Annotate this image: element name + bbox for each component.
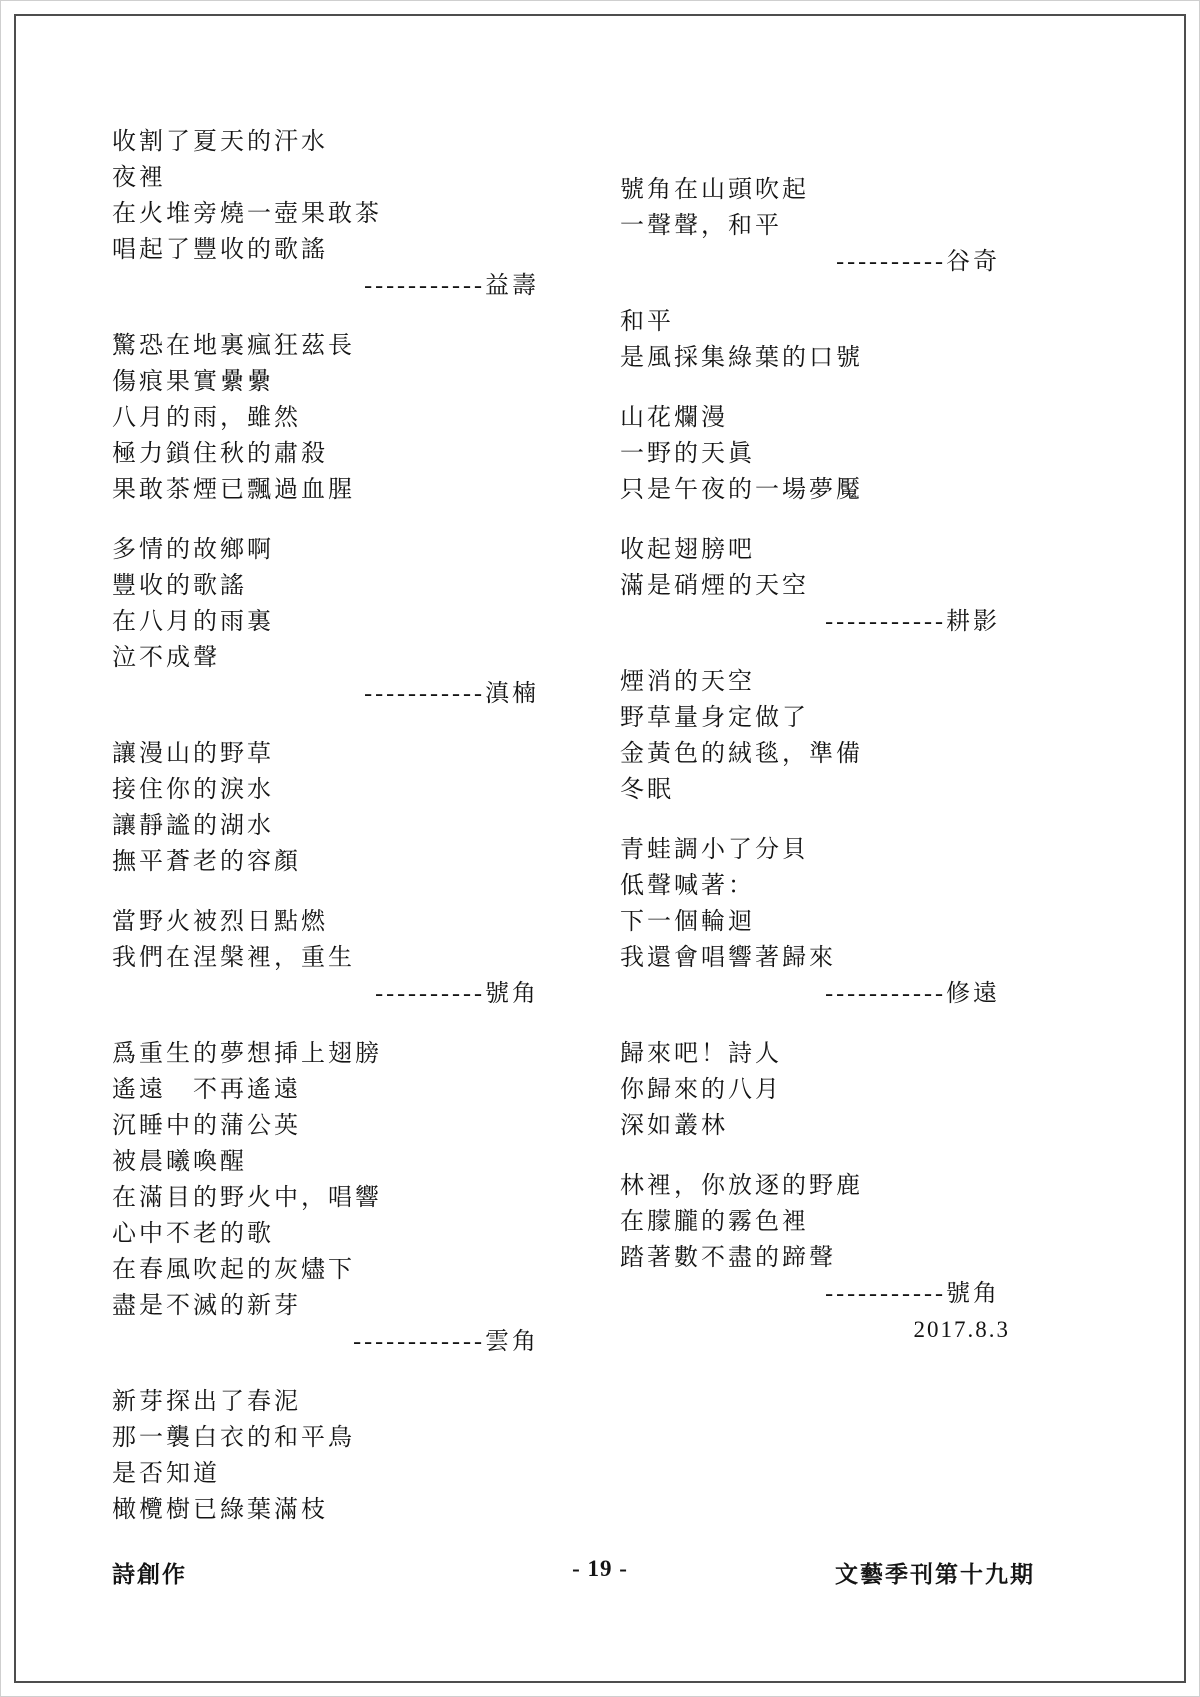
poem-line: 那一襲白衣的和平鳥: [112, 1425, 355, 1451]
poem-line: 收割了夏天的汗水: [112, 129, 328, 155]
poem-line: 橄欖樹已綠葉滿枝: [112, 1497, 328, 1523]
poem-stanza: [620, 532, 1040, 640]
poem-line: 心中不老的歌: [112, 1221, 274, 1247]
poem-line: 林裡，你放逐的野鹿: [620, 1173, 863, 1199]
poem-line: 唱起了豐收的歌謠: [112, 237, 328, 263]
footer-page-number: - 19 -: [572, 1556, 628, 1581]
poem-line: 歸來吧！詩人: [620, 1041, 782, 1067]
poem-line: 收起翅膀吧: [620, 537, 755, 563]
poem-stanza: [620, 400, 1040, 508]
poem-line: 八月的雨，雖然: [112, 405, 301, 431]
poem-line: 多情的故鄉啊: [112, 537, 274, 563]
poem-stanza: [620, 1168, 1040, 1348]
poem-stanza: [112, 1036, 567, 1360]
poem-line: 金黃色的絨毯，準備: [620, 741, 863, 767]
footer-journal-title: 文藝季刊第十九期: [835, 1562, 1035, 1587]
poem-stanza: [620, 664, 1040, 808]
poem-line: 冬眠: [620, 777, 674, 803]
poem-line: 在春風吹起的灰燼下: [112, 1257, 355, 1283]
poem-line: 豐收的歌謠: [112, 573, 247, 599]
poem-line: 驚恐在地裏瘋狂茲長: [112, 333, 355, 359]
poem-column-right: [620, 172, 1040, 1372]
poem-line: 沉睡中的蒲公英: [112, 1113, 301, 1139]
poem-stanza: [620, 1036, 1040, 1144]
poem-line: 在火堆旁燒一壺果敢茶: [112, 201, 382, 227]
poem-line: 撫平蒼老的容顏: [112, 849, 301, 875]
poem-column-left: [112, 124, 567, 1552]
poem-line: 遙遠 不再遙遠: [112, 1077, 301, 1103]
poem-line: 號角在山頭吹起: [620, 177, 809, 203]
poem-date: 2017.8.3: [913, 1317, 1010, 1342]
author-signature: ----------號角: [375, 981, 539, 1007]
poem-line: 煙消的天空: [620, 669, 755, 695]
poem-line: 一聲聲，和平: [620, 213, 782, 239]
poem-line: 我還會唱響著歸來: [620, 945, 836, 971]
poem-line: 踏著數不盡的蹄聲: [620, 1245, 836, 1271]
poem-stanza: [112, 736, 567, 880]
poem-line: 你歸來的八月: [620, 1077, 782, 1103]
poem-line: 夜裡: [112, 165, 166, 191]
poem-line: 滿是硝煙的天空: [620, 573, 809, 599]
poem-line: 在滿目的野火中，唱響: [112, 1185, 382, 1211]
poem-line: 被晨曦喚醒: [112, 1149, 247, 1175]
poem-stanza: [112, 532, 567, 712]
poem-line: 泣不成聲: [112, 645, 220, 671]
poem-line: 是風採集綠葉的口號: [620, 345, 863, 371]
poem-stanza: [112, 328, 567, 508]
poem-line: 是否知道: [112, 1461, 220, 1487]
poem-stanza: [620, 832, 1040, 1012]
poem-line: 當野火被烈日點燃: [112, 909, 328, 935]
poem-line: 在八月的雨裏: [112, 609, 274, 635]
poem-line: 果敢茶煙已飄過血腥: [112, 477, 355, 503]
poem-line: 一野的天眞: [620, 441, 755, 467]
page-footer: [0, 1556, 1200, 1592]
poem-stanza: [112, 1384, 567, 1528]
poem-line: 只是午夜的一場夢魘: [620, 477, 863, 503]
poem-line: 極力鎖住秋的肅殺: [112, 441, 328, 467]
poem-line: 和平: [620, 309, 674, 335]
poem-line: 青蛙調小了分貝: [620, 837, 809, 863]
author-signature: -----------耕影: [825, 609, 1000, 635]
poem-line: 我們在涅槃裡，重生: [112, 945, 355, 971]
poem-line: 低聲喊著：: [620, 873, 755, 899]
author-signature: -----------益壽: [364, 273, 539, 299]
poem-line: 爲重生的夢想揷上翅膀: [112, 1041, 382, 1067]
poem-stanza: [620, 172, 1040, 280]
poem-stanza: [620, 304, 1040, 376]
footer-section-title: 詩創作: [112, 1562, 187, 1587]
poem-stanza: [112, 904, 567, 1012]
author-signature: ------------雲角: [353, 1329, 539, 1355]
poem-line: 山花爛漫: [620, 405, 728, 431]
poem-line: 接住你的淚水: [112, 777, 274, 803]
poem-line: 讓靜謐的湖水: [112, 813, 274, 839]
author-signature: ----------谷奇: [836, 249, 1000, 275]
poem-line: 深如叢林: [620, 1113, 728, 1139]
poem-stanza: [112, 124, 567, 304]
poem-line: 新芽探出了春泥: [112, 1389, 301, 1415]
poem-line: 盡是不滅的新芽: [112, 1293, 301, 1319]
author-signature: -----------號角: [825, 1281, 1000, 1307]
poem-line: 傷痕果實纍纍: [112, 369, 274, 395]
poem-line: 讓漫山的野草: [112, 741, 274, 767]
poem-line: 下一個輪迴: [620, 909, 755, 935]
poem-line: 野草量身定做了: [620, 705, 809, 731]
poem-line: 在朦朧的霧色裡: [620, 1209, 809, 1235]
author-signature: -----------滇楠: [364, 681, 539, 707]
author-signature: -----------修遠: [825, 981, 1000, 1007]
